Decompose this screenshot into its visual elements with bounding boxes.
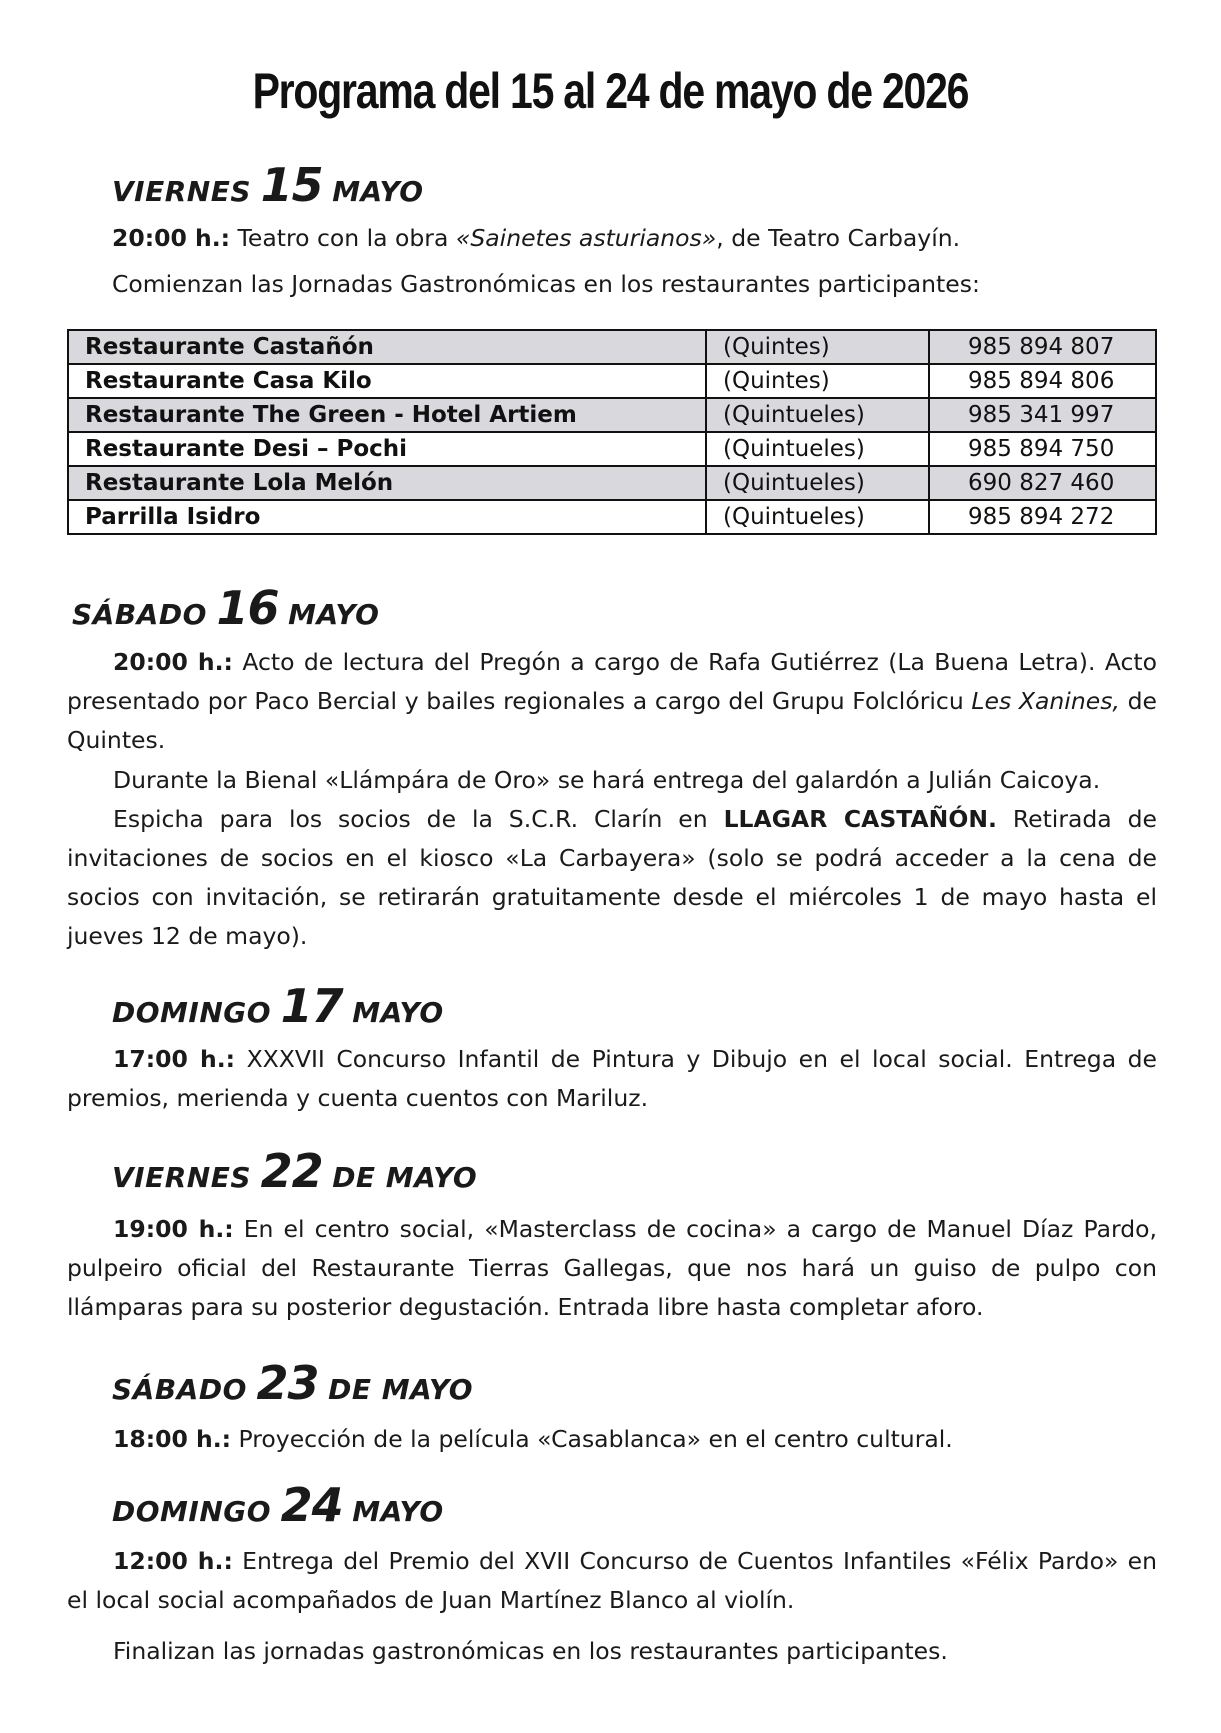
day-weekday: VIERNES	[112, 175, 252, 208]
restaurant-name: Restaurante Desi – Pochi	[68, 432, 706, 466]
day-number: 17	[280, 979, 343, 1033]
day-weekday: SÁBADO	[112, 1373, 247, 1406]
event-text: Espicha para los socios de la S.C.R. Clarín en	[113, 805, 724, 833]
event-time: 17:00 h.:	[113, 1045, 236, 1073]
event-line	[112, 219, 1152, 258]
restaurant-name: Restaurante Castañón	[68, 330, 706, 364]
restaurant-place: (Quintueles)	[706, 398, 929, 432]
day-number: 22	[260, 1144, 323, 1198]
event-time: 18:00 h.:	[113, 1425, 232, 1453]
restaurant-place: (Quintueles)	[706, 432, 929, 466]
day-weekday: SÁBADO	[72, 598, 207, 631]
day-weekday: DOMINGO	[112, 996, 272, 1029]
venue-name: LLAGAR CASTAÑÓN.	[723, 805, 997, 833]
day-heading-15	[112, 158, 424, 212]
table-row	[68, 466, 1156, 500]
day-weekday: DOMINGO	[112, 1495, 272, 1528]
day-month: DE MAYO	[332, 1161, 478, 1194]
restaurant-name: Restaurante Lola Melón	[68, 466, 706, 500]
event-paragraph	[67, 1542, 1157, 1620]
group-name: Les Xanines,	[971, 687, 1120, 715]
day-month: MAYO	[332, 175, 424, 208]
event-text: Acto de lectura del Pregón a cargo de Rafa Gutiérrez (La Buena Letra). Acto presentado por Paco Bercial y bailes regionales a cargo del Grupu Folclóricu	[67, 648, 1157, 715]
restaurant-phone: 985 341 997	[929, 398, 1156, 432]
day-month: MAYO	[288, 598, 380, 631]
event-time: 12:00 h.:	[113, 1547, 233, 1575]
event-text: Proyección de la película «Casablanca» en el centro cultural.	[231, 1425, 953, 1453]
event-text: En el centro social, «Masterclass de cocina» a cargo de Manuel Díaz Pardo, pulpeiro oficial del Restaurante Tierras Gallegas, que nos hará un guiso de pulpo con llámparas para su posterior degustación. Entrada libre hasta completar aforo.	[67, 1215, 1157, 1321]
day-month: MAYO	[352, 996, 444, 1029]
restaurant-place: (Quintes)	[706, 330, 929, 364]
event-time: 20:00 h.:	[113, 648, 233, 676]
event-paragraph	[67, 1040, 1157, 1118]
restaurant-place: (Quintueles)	[706, 500, 929, 534]
restaurant-name: Restaurante The Green - Hotel Artiem	[68, 398, 706, 432]
day-month: DE MAYO	[328, 1373, 474, 1406]
event-text: Retirada de invitaciones de socios en el kiosco «La Carbayera» (solo se podrá acceder a la cena de socios con invitación, se retirarán gratuitamente desde el miércoles 1 de mayo hasta el jueves 12 de mayo).	[67, 805, 1157, 950]
restaurant-phone: 985 894 806	[929, 364, 1156, 398]
event-paragraph	[67, 643, 1157, 760]
intro-line: Comienzan las Jornadas Gastronómicas en los restaurantes participantes:	[112, 270, 980, 298]
event-text: Entrega del Premio del XVII Concurso de Cuentos Infantiles «Félix Pardo» en el local social acompañados de Juan Martínez Blanco al violín.	[67, 1547, 1157, 1614]
day-heading-22	[112, 1144, 478, 1198]
day-heading-24	[112, 1478, 444, 1532]
event-text: XXXVII Concurso Infantil de Pintura y Dibujo en el local social. Entrega de premios, merienda y cuenta cuentos con Mariluz.	[67, 1045, 1157, 1112]
day-month: MAYO	[352, 1495, 444, 1528]
event-time: 20:00 h.:	[112, 224, 231, 252]
event-text: , de Teatro Carbayín.	[716, 224, 961, 252]
day-number: 23	[256, 1356, 319, 1410]
event-title: «Sainetes asturianos»	[455, 224, 717, 252]
event-paragraph: Durante la Bienal «Llámpára de Oro» se hará entrega del galardón a Julián Caicoya.	[113, 766, 1101, 794]
restaurant-phone: 690 827 460	[929, 466, 1156, 500]
event-time: 19:00 h.:	[113, 1215, 234, 1243]
event-text: Teatro con la obra	[230, 224, 456, 252]
restaurant-place: (Quintes)	[706, 364, 929, 398]
restaurant-phone: 985 894 807	[929, 330, 1156, 364]
page-title: Programa del 15 al 24 de mayo de 2026	[252, 63, 969, 119]
table-row	[68, 500, 1156, 534]
event-paragraph	[67, 800, 1157, 956]
table-row	[68, 432, 1156, 466]
event-paragraph	[67, 1420, 1157, 1459]
event-text: de Quintes.	[67, 687, 1157, 754]
day-heading-17	[112, 979, 444, 1033]
closing-line: Finalizan las jornadas gastronómicas en los restaurantes participantes.	[113, 1637, 948, 1665]
restaurant-phone: 985 894 272	[929, 500, 1156, 534]
day-number: 15	[260, 158, 323, 212]
restaurant-phone: 985 894 750	[929, 432, 1156, 466]
day-heading-23	[112, 1356, 474, 1410]
day-heading-16	[72, 581, 380, 635]
table-row	[68, 398, 1156, 432]
day-number: 16	[216, 581, 279, 635]
day-weekday: VIERNES	[112, 1161, 252, 1194]
restaurant-name: Restaurante Casa Kilo	[68, 364, 706, 398]
table-row	[68, 364, 1156, 398]
event-paragraph	[67, 1210, 1157, 1327]
day-number: 24	[280, 1478, 343, 1532]
table-row	[68, 330, 1156, 364]
restaurant-name: Parrilla Isidro	[68, 500, 706, 534]
restaurants-table	[67, 329, 1157, 535]
restaurant-place: (Quintueles)	[706, 466, 929, 500]
